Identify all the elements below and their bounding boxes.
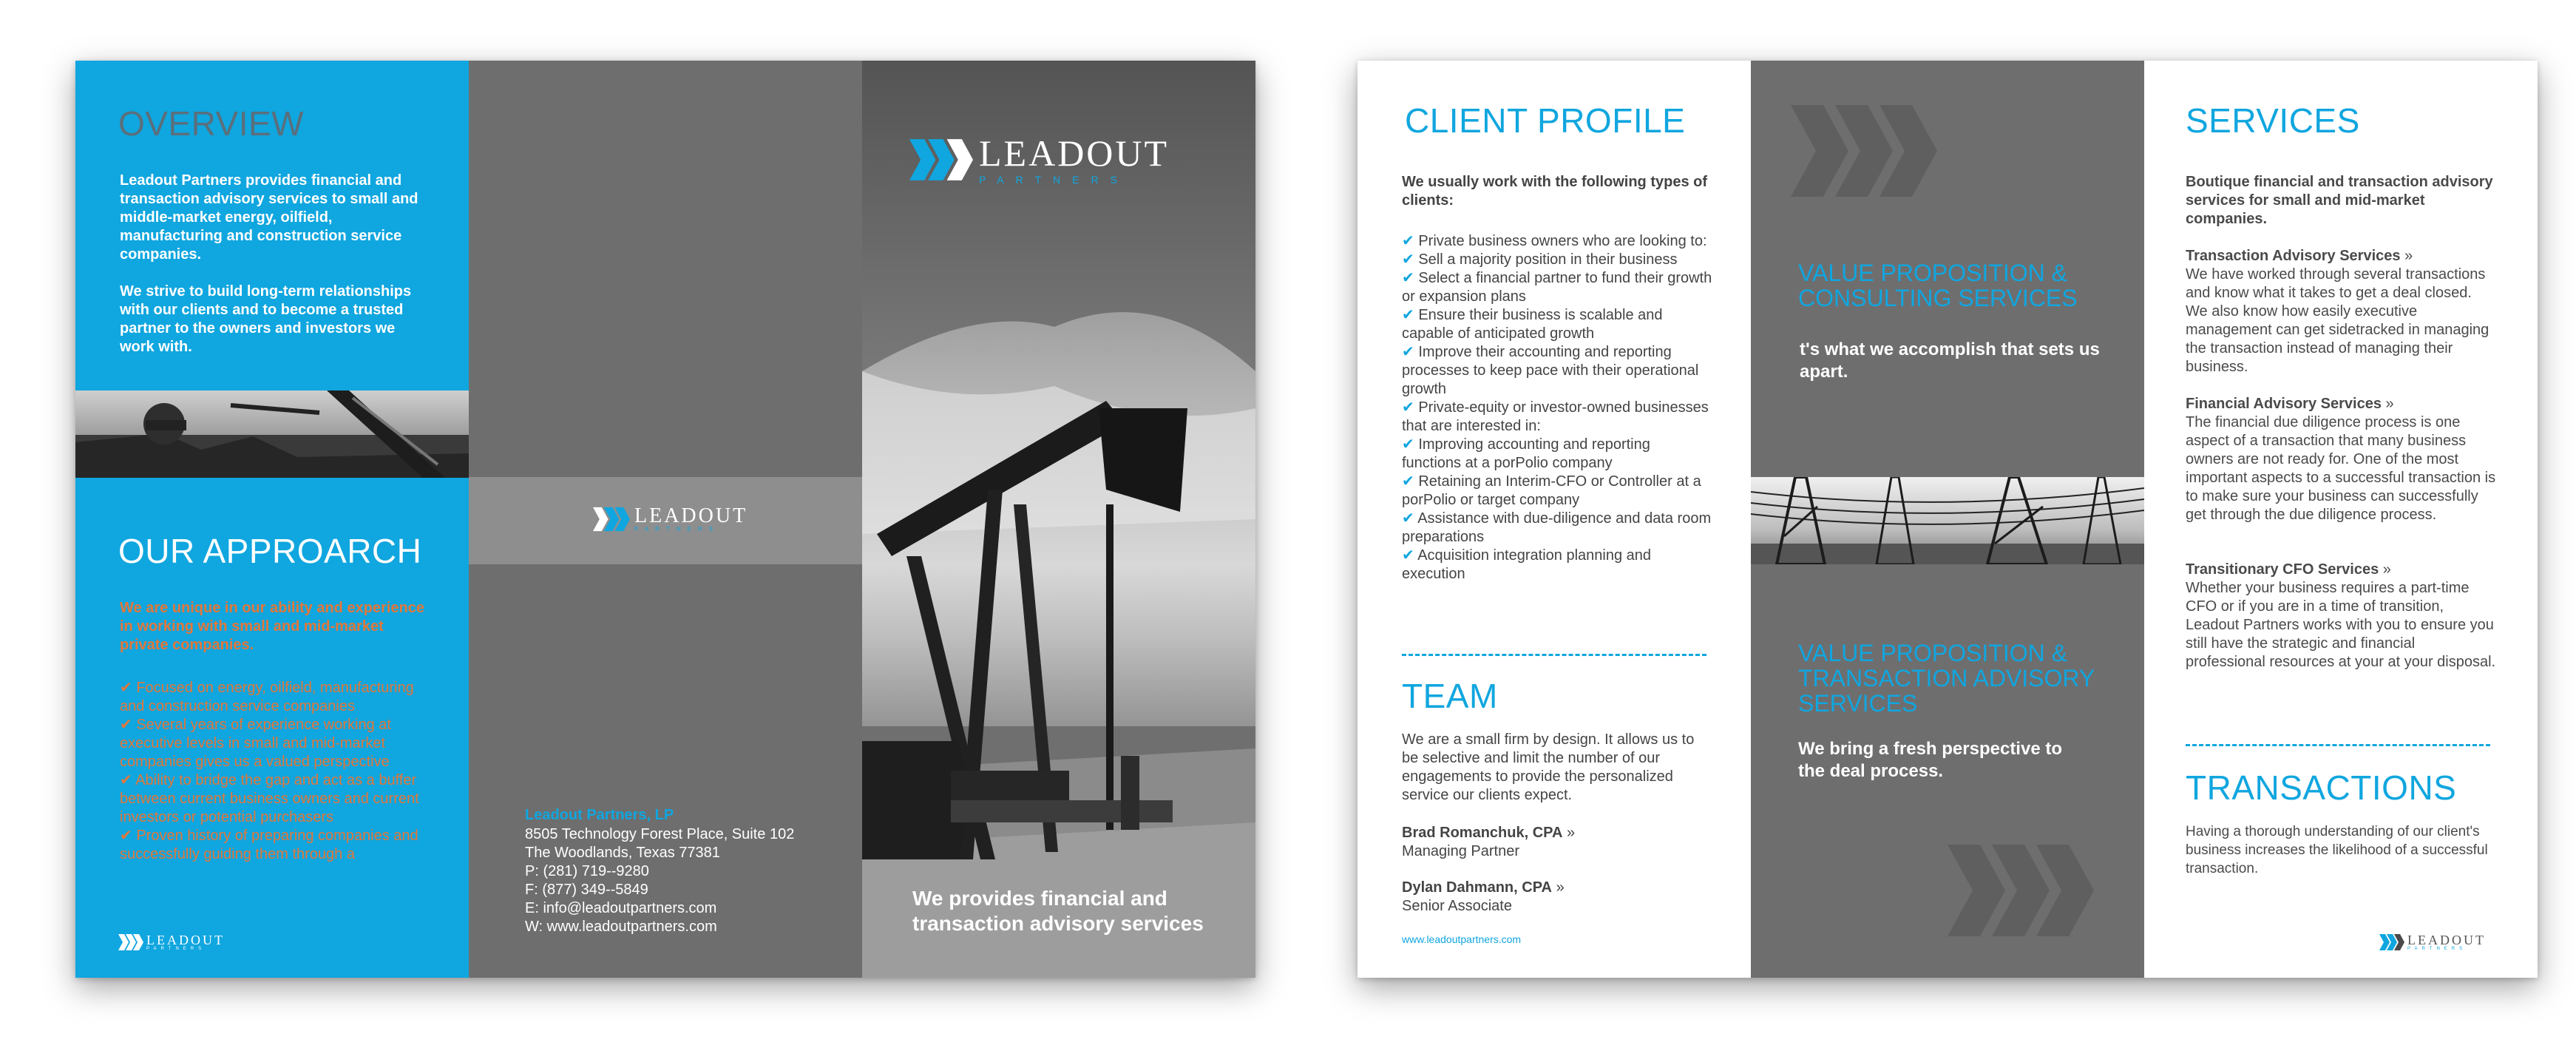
- check-icon: ✔: [1402, 270, 1414, 286]
- team-title: TEAM: [1402, 677, 1498, 715]
- overview-paragraph-2: We strive to build long-term relationships with our clients and to become a trusted partner to the owners and investors we work with.: [120, 283, 412, 355]
- team-intro: We are a small firm by design. It allows us to be selective and limit the number of our engagements to provide the personalized service our clients expect.: [1402, 731, 1695, 803]
- chevron-right-icon: »: [1556, 879, 1565, 896]
- chevron-logo-icon: [2379, 934, 2404, 950]
- brochure-outside: [75, 61, 1255, 978]
- check-icon: ✔: [1402, 233, 1414, 249]
- transactions-text: Having a thorough understanding of our client's business increases the likelihood of a successful transaction.: [2186, 824, 2488, 876]
- check-icon: ✔: [1402, 510, 1414, 527]
- approach-title: OUR APPROARCH: [118, 532, 422, 570]
- approach-item: ✔ Focused on energy, oilfield, manufacturing and construction service companies: [120, 680, 414, 714]
- approach-item: ✔ Ability to bridge the gap and act as a buffer between current business owners and current investors or potential purchasers: [120, 772, 419, 825]
- contact-phone: P: (281) 719--9280: [525, 863, 649, 879]
- service-name: Transitionary CFO Services: [2186, 561, 2379, 578]
- services-title: SERVICES: [2186, 101, 2360, 140]
- pump-jack-photo: [862, 61, 1255, 978]
- approach-list: [120, 679, 430, 864]
- section-divider: [1402, 654, 1706, 656]
- check-icon: ✔: [1402, 436, 1414, 453]
- team-member: [1402, 824, 1712, 861]
- client-item: ✔ Sell a majority position in their business: [1402, 251, 1678, 268]
- client-profile-list: [1402, 232, 1712, 584]
- cover-tagline: We provides financial and transaction advisory services: [912, 887, 1204, 935]
- overview-paragraph-1: Leadout Partners provides financial and transaction advisory services to small and middle-market energy, oilfield, manufacturing and construction service companies.: [120, 172, 418, 263]
- brochure-inside: [1358, 61, 2538, 978]
- logo-wordmark: LEADOUT: [979, 132, 1170, 174]
- client-profile-title: CLIENT PROFILE: [1405, 101, 1686, 140]
- approach-item: ✔ Several years of experience working at executive levels in small and mid-market companies gives us a valued perspective: [120, 717, 391, 770]
- service-name: Financial Advisory Services: [2186, 396, 2382, 412]
- service-description: Whether your business requires a part-time CFO or if you are in a time of transition, Leadout Partners works with you to ensure you still have the strategic and financial professional resources at your at your disposal.: [2186, 580, 2496, 670]
- chevron-watermark-icon: [1948, 845, 2103, 936]
- client-item: ✔ Assistance with due-diligence and data room preparations: [1402, 510, 1712, 545]
- chevron-logo-icon: [118, 934, 143, 950]
- team-member-name: Dylan Dahmann, CPA: [1402, 879, 1552, 896]
- value-consulting-text: t's what we accomplish that sets us apart.: [1800, 339, 2100, 382]
- services-intro: Boutique financial and transaction advisory services for small and mid-market companies.: [2186, 174, 2493, 227]
- check-icon: ✔: [120, 772, 132, 788]
- oilfield-photo-strip: [75, 391, 469, 478]
- transactions-title: TRANSACTIONS: [2186, 768, 2457, 807]
- team-member: [1402, 879, 1712, 916]
- check-icon: ✔: [120, 680, 132, 696]
- service-description: The financial due diligence process is one aspect of a transaction that many business owners are not ready for. One of the most important aspects to a successful transaction is to make sure your business can successfully get through the due diligence process.: [2186, 414, 2496, 523]
- client-item: ✔ Select a financial partner to fund their growth or expansion plans: [1402, 270, 1712, 305]
- contact-email: E: info@leadoutpartners.com: [525, 900, 717, 916]
- logo-wordmark: LEADOUT: [2407, 933, 2486, 947]
- client-item: ✔ Acquisition integration planning and execution: [1402, 547, 1651, 582]
- service-description: We have worked through several transactions and know what it takes to get a deal closed. We also know how easily executive management can get sidetracked in managing the transaction instead of managing their business.: [2186, 266, 2489, 375]
- panel-services: [2144, 61, 2538, 978]
- panel-client-profile: [1358, 61, 1751, 978]
- client-item: ✔ Improving accounting and reporting functions at a porPolio company: [1402, 436, 1650, 471]
- logo-subtitle: PARTNERS: [2407, 947, 2467, 951]
- check-icon: ✔: [1402, 307, 1414, 323]
- leadout-logo-center: [593, 506, 748, 533]
- check-icon: ✔: [1402, 547, 1414, 564]
- check-icon: ✔: [120, 717, 132, 733]
- chevron-logo-icon: [909, 138, 973, 181]
- value-consulting-title: VALUE PROPOSITION & CONSULTING SERVICES: [1798, 260, 2078, 311]
- service-item: [2186, 247, 2496, 376]
- leadout-logo-small: [2379, 933, 2486, 951]
- logo-subtitle: PARTNERS: [634, 526, 719, 533]
- client-item: ✔ Private business owners who are looking to:: [1402, 233, 1707, 249]
- contact-website: W: www.leadoutpartners.com: [525, 919, 717, 935]
- value-transaction-title: VALUE PROPOSITION & TRANSACTION ADVISORY SERVICES: [1798, 640, 2095, 717]
- client-item: ✔ Private-equity or investor-owned businesses that are interested in:: [1402, 399, 1709, 434]
- contact-block: [525, 825, 850, 936]
- check-icon: ✔: [1402, 399, 1414, 416]
- logo-subtitle: PARTNERS: [979, 174, 1129, 186]
- section-divider: [2186, 744, 2490, 746]
- client-item: ✔ Ensure their business is scalable and capable of anticipated growth: [1402, 307, 1663, 342]
- logo-wordmark: LEADOUT: [634, 504, 748, 527]
- contact-address: 8505 Technology Forest Place, Suite 102: [525, 826, 795, 842]
- contact-city: The Woodlands, Texas 77381: [525, 845, 720, 861]
- leadout-logo-small: [118, 933, 225, 951]
- chevron-right-icon: »: [1567, 825, 1576, 841]
- service-item: [2186, 395, 2496, 524]
- check-icon: ✔: [1402, 251, 1414, 268]
- chevron-right-icon: »: [2404, 248, 2413, 264]
- service-name: Transaction Advisory Services: [2186, 248, 2401, 264]
- logo-wordmark: LEADOUT: [146, 933, 225, 947]
- check-icon: ✔: [1402, 473, 1414, 490]
- team-member-name: Brad Romanchuk, CPA: [1402, 825, 1563, 841]
- chevron-watermark-icon: [1791, 105, 1946, 197]
- value-transaction-text: We bring a fresh perspective to the deal process.: [1798, 739, 2062, 781]
- panel-cover: [862, 61, 1255, 978]
- logo-subtitle: PARTNERS: [146, 947, 206, 951]
- team-member-role: Senior Associate: [1402, 898, 1512, 914]
- client-item: ✔ Improve their accounting and reporting processes to keep pace with their operational growth: [1402, 344, 1699, 397]
- overview-title: OVERVIEW: [118, 104, 305, 143]
- chevron-right-icon: »: [2385, 396, 2394, 412]
- approach-intro: We are unique in our ability and experience in working with small and mid-market private companies.: [120, 600, 424, 653]
- panel-overview: [75, 61, 469, 978]
- client-profile-intro: We usually work with the following types of clients:: [1402, 174, 1707, 209]
- chevron-right-icon: »: [2382, 561, 2391, 578]
- check-icon: ✔: [1402, 344, 1414, 360]
- client-item: ✔ Retaining an Interim-CFO or Controller at a porPolio or target company: [1402, 473, 1701, 508]
- panel-value-proposition: [1751, 61, 2144, 978]
- contact-fax: F: (877) 349--5849: [525, 882, 648, 898]
- service-item: [2186, 561, 2496, 672]
- chevron-logo-icon: [593, 507, 630, 532]
- contact-company: Leadout Partners, LP: [525, 807, 674, 823]
- power-lines-photo: [1751, 477, 2144, 564]
- check-icon: ✔: [120, 828, 132, 844]
- leadout-logo-cover: [909, 132, 1170, 186]
- approach-item: ✔ Proven history of preparing companies and successfully guiding them through a: [120, 828, 418, 862]
- panel-contact: [469, 61, 862, 978]
- team-member-role: Managing Partner: [1402, 843, 1519, 859]
- website-link[interactable]: www.leadoutpartners.com: [1402, 933, 1522, 945]
